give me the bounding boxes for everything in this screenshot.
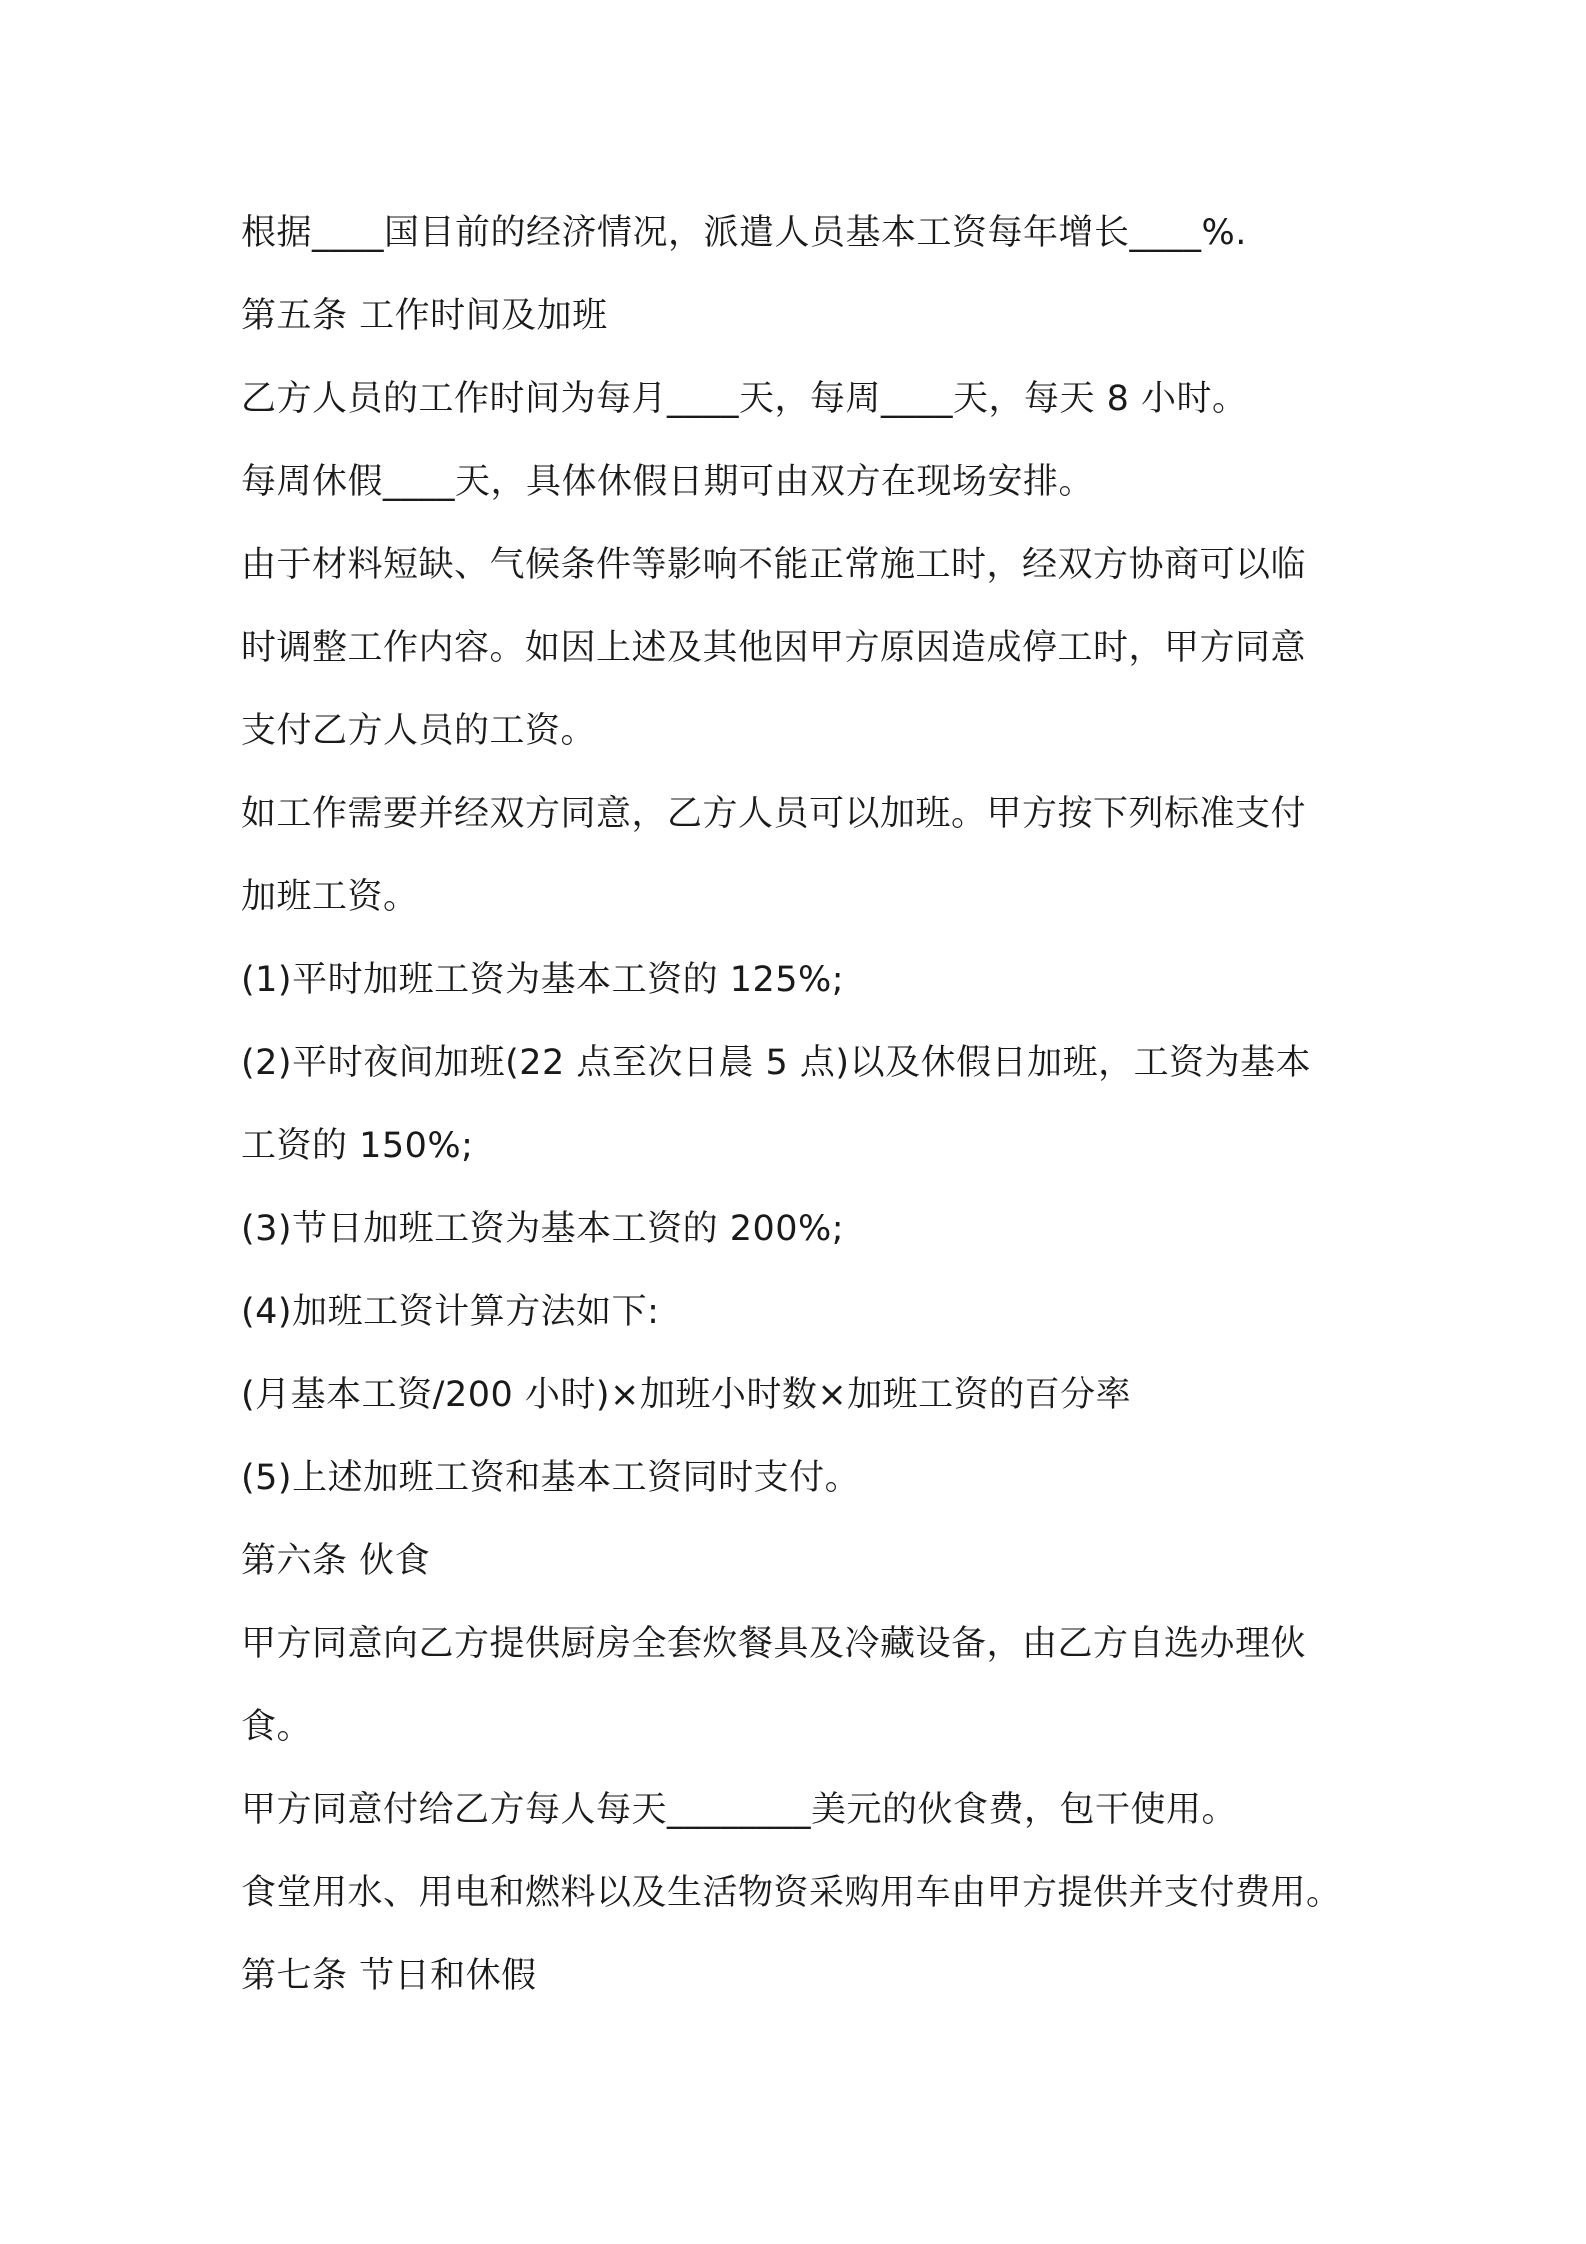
paragraph-overtime-line-2: 加班工资。	[241, 877, 419, 917]
overtime-item-4: (4)加班工资计算方法如下:	[241, 1292, 660, 1332]
paragraph-weekly-leave: 每周休假____天，具体休假日期可由双方在现场安排。	[241, 462, 1095, 502]
paragraph-overtime-line-1: 如工作需要并经双方同意，乙方人员可以加班。甲方按下列标准支付	[241, 794, 1307, 834]
paragraph-salary-growth: 根据____国目前的经济情况，派遣人员基本工资每年增长____%.	[241, 213, 1247, 253]
overtime-item-1: (1)平时加班工资为基本工资的 125%;	[241, 960, 845, 1000]
overtime-item-2-line-2: 工资的 150%;	[241, 1126, 474, 1166]
paragraph-kitchen-line-1: 甲方同意向乙方提供厨房全套炊餐具及冷藏设备，由乙方自选办理伙	[241, 1624, 1307, 1664]
document-body	[241, 203, 1401, 2029]
paragraph-kitchen-line-2: 食。	[241, 1707, 313, 1747]
paragraph-work-adjustment-line-3: 支付乙方人员的工资。	[241, 711, 597, 751]
article-5-heading: 第五条 工作时间及加班	[241, 296, 608, 336]
paragraph-work-adjustment-line-1: 由于材料短缺、气候条件等影响不能正常施工时，经双方协商可以临	[241, 545, 1307, 585]
overtime-item-5: (5)上述加班工资和基本工资同时支付。	[241, 1458, 861, 1498]
paragraph-work-time: 乙方人员的工作时间为每月____天，每周____天，每天 8 小时。	[241, 379, 1248, 419]
article-6-heading: 第六条 伙食	[241, 1541, 431, 1581]
paragraph-canteen-costs: 食堂用水、用电和燃料以及生活物资采购用车由甲方提供并支付费用。	[241, 1873, 1342, 1913]
overtime-item-2-line-1: (2)平时夜间加班(22 点至次日晨 5 点)以及休假日加班，工资为基本	[241, 1043, 1312, 1083]
paragraph-work-adjustment-line-2: 时调整工作内容。如因上述及其他因甲方原因造成停工时，甲方同意	[241, 628, 1307, 668]
overtime-item-3: (3)节日加班工资为基本工资的 200%;	[241, 1209, 845, 1249]
overtime-formula: (月基本工资/200 小时)×加班小时数×加班工资的百分率	[241, 1375, 1132, 1415]
paragraph-meal-allowance: 甲方同意付给乙方每人每天________美元的伙食费，包干使用。	[241, 1790, 1238, 1830]
article-7-heading: 第七条 节日和休假	[241, 1956, 537, 1996]
